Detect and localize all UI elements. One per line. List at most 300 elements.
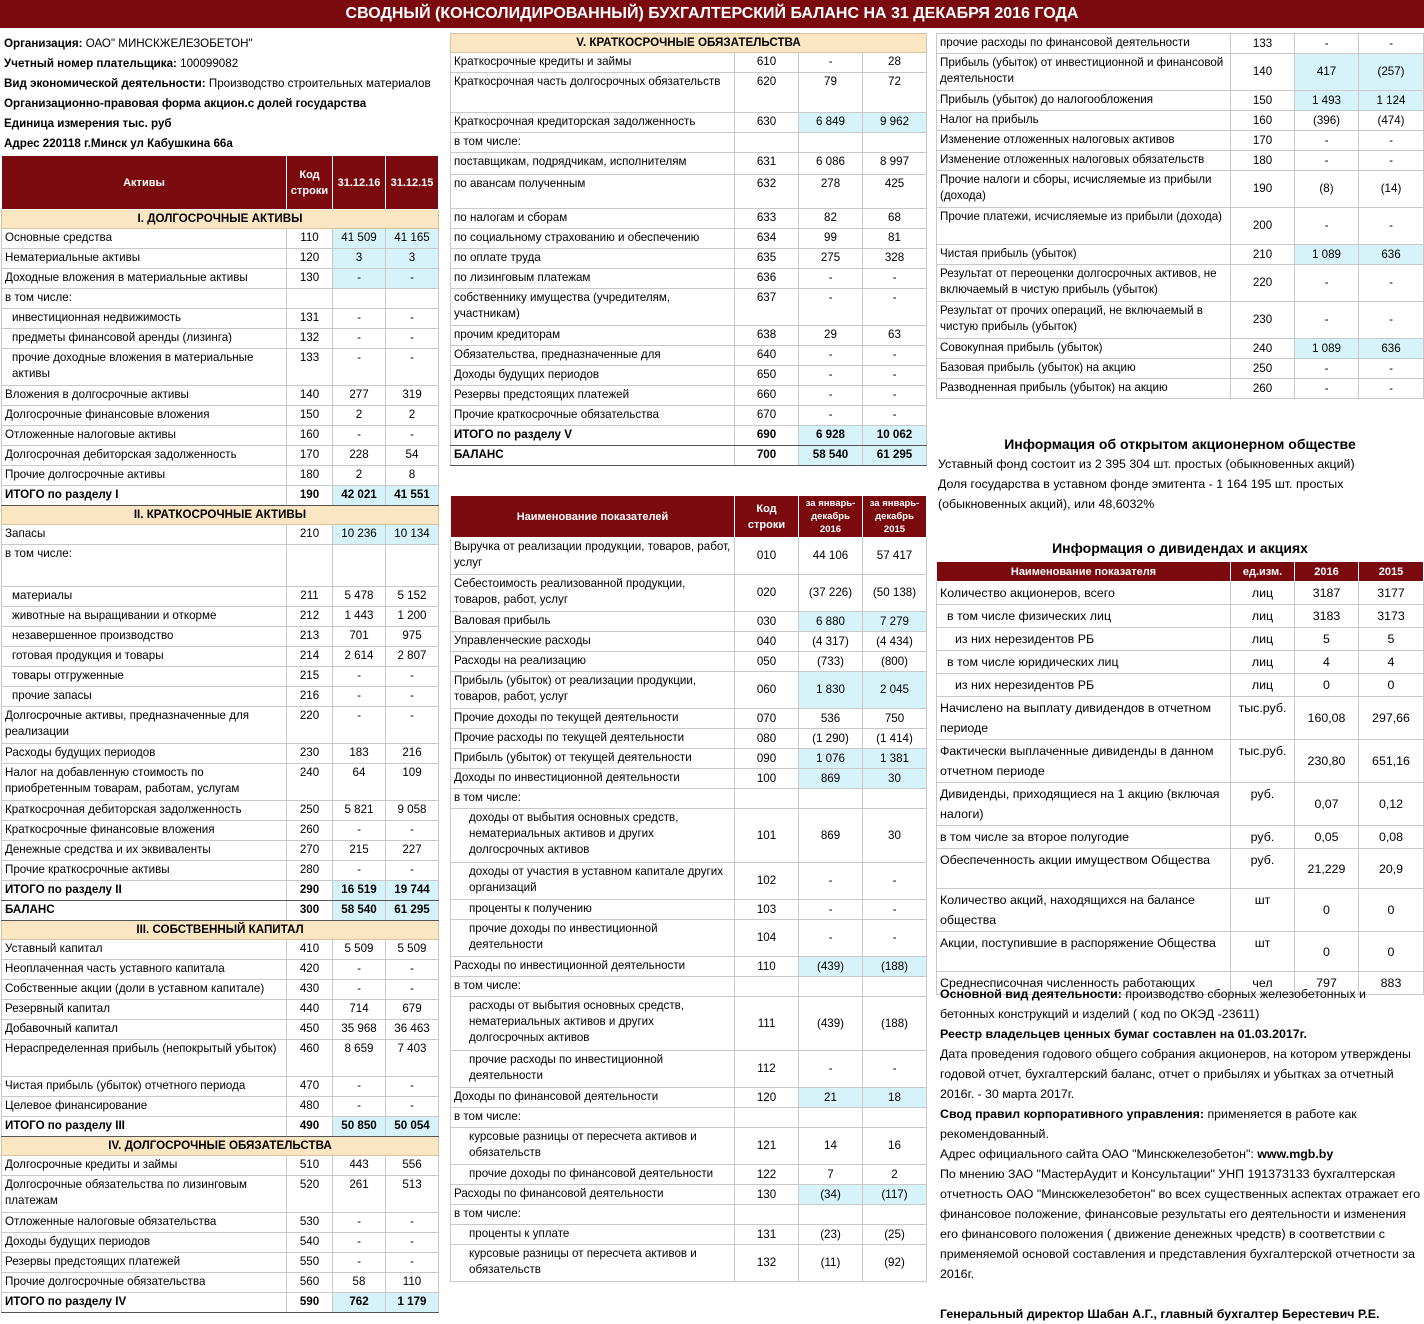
value-current: - bbox=[799, 920, 863, 957]
value-previous: 5 509 bbox=[386, 940, 439, 960]
table-row bbox=[451, 997, 927, 1051]
value-previous: (14) bbox=[1359, 171, 1424, 208]
table-row bbox=[451, 249, 927, 269]
table-row bbox=[2, 940, 439, 960]
row-label: Базовая прибыль (убыток) на акцию bbox=[937, 359, 1231, 379]
row-unit: шт bbox=[1231, 889, 1295, 932]
table-row bbox=[937, 651, 1424, 674]
table-row bbox=[2, 587, 439, 607]
org-name-value: ОАО" МИНСКЖЕЛЕЗОБЕТОН" bbox=[85, 37, 253, 50]
value-current: - bbox=[333, 1097, 386, 1117]
table-row bbox=[451, 957, 927, 977]
value-previous: 1 124 bbox=[1359, 91, 1424, 111]
value-previous: 10 062 bbox=[863, 426, 927, 446]
value-current: - bbox=[333, 329, 386, 349]
pl-header-c1: за январь-декабрь 2016 bbox=[799, 496, 863, 538]
value-current: 443 bbox=[333, 1156, 386, 1176]
value-previous: - bbox=[863, 863, 927, 900]
value-previous bbox=[863, 133, 927, 153]
value-previous: 3 bbox=[386, 249, 439, 269]
value-previous: - bbox=[386, 861, 439, 881]
value-current: 64 bbox=[333, 764, 386, 801]
table-row bbox=[2, 1020, 439, 1040]
table-row bbox=[937, 171, 1424, 208]
site-link[interactable]: www.mgb.by bbox=[1257, 1147, 1334, 1161]
table-row bbox=[2, 466, 439, 486]
value-previous: - bbox=[386, 1097, 439, 1117]
table-row bbox=[2, 486, 439, 506]
value-current: - bbox=[333, 1233, 386, 1253]
table-row bbox=[451, 1051, 927, 1088]
row-code: 133 bbox=[1231, 34, 1295, 54]
value-current bbox=[333, 545, 386, 587]
main-activity-label: Основной вид деятельности: bbox=[940, 987, 1122, 1001]
value-2015: 0 bbox=[1359, 932, 1424, 972]
table-row bbox=[937, 697, 1424, 740]
value-2016: 797 bbox=[1295, 972, 1359, 995]
value-current: - bbox=[799, 269, 863, 289]
value-previous: - bbox=[386, 426, 439, 446]
table-row bbox=[2, 841, 439, 861]
value-current: (37 226) bbox=[799, 575, 863, 612]
row-code: 630 bbox=[735, 113, 799, 133]
row-label: Краткосрочная часть долгосрочных обязательств bbox=[451, 73, 735, 113]
code-label: Свод правил корпоративного управления: bbox=[940, 1107, 1205, 1121]
value-previous: 9 058 bbox=[386, 801, 439, 821]
row-code: 131 bbox=[287, 309, 333, 329]
row-code: 637 bbox=[735, 289, 799, 326]
table-row bbox=[451, 446, 927, 466]
row-code: 420 bbox=[287, 960, 333, 980]
value-2016: 3183 bbox=[1295, 605, 1359, 628]
row-code: 260 bbox=[287, 821, 333, 841]
jsc-title: Информация об открытом акционерном обществе bbox=[1004, 436, 1356, 452]
value-2016: 0,05 bbox=[1295, 826, 1359, 849]
row-unit: тыс.руб. bbox=[1231, 697, 1295, 740]
table-row bbox=[451, 1185, 927, 1205]
table-row bbox=[2, 406, 439, 426]
value-current: 5 478 bbox=[333, 587, 386, 607]
row-label: по социальному страхованию и обеспечению bbox=[451, 229, 735, 249]
value-current: (396) bbox=[1295, 111, 1359, 131]
value-previous: - bbox=[863, 386, 927, 406]
row-label: Резервный капитал bbox=[2, 1000, 287, 1020]
value-current: 58 540 bbox=[799, 446, 863, 466]
value-current: 58 540 bbox=[333, 901, 386, 921]
row-label: Начислено на выплату дивидендов в отчетном периоде bbox=[937, 697, 1231, 740]
value-previous: - bbox=[863, 289, 927, 326]
row-label: Изменение отложенных налоговых активов bbox=[937, 131, 1231, 151]
value-current: - bbox=[799, 53, 863, 73]
row-label: Количество акций, находящихся на балансе общества bbox=[937, 889, 1231, 932]
value-current: 79 bbox=[799, 73, 863, 113]
div-header-name: Наименование показателя bbox=[937, 562, 1231, 582]
row-label: Прочие долгосрочные обязательства bbox=[2, 1273, 287, 1293]
value-current: - bbox=[1295, 379, 1359, 399]
table-row bbox=[451, 769, 927, 789]
value-current: 869 bbox=[799, 769, 863, 789]
table-row bbox=[2, 1117, 439, 1137]
row-label: Управленческие расходы bbox=[451, 632, 735, 652]
row-label: материалы bbox=[2, 587, 287, 607]
row-label: Прочие краткосрочные обязательства bbox=[451, 406, 735, 426]
value-current: 29 bbox=[799, 326, 863, 346]
value-previous: 109 bbox=[386, 764, 439, 801]
table-row bbox=[2, 744, 439, 764]
row-label: по оплате труда bbox=[451, 249, 735, 269]
value-current bbox=[799, 1205, 863, 1225]
row-code: 270 bbox=[287, 841, 333, 861]
row-code: 290 bbox=[287, 881, 333, 901]
row-code: 230 bbox=[287, 744, 333, 764]
value-current: - bbox=[799, 900, 863, 920]
table-row bbox=[451, 289, 927, 326]
row-code: 090 bbox=[735, 749, 799, 769]
value-previous: (50 138) bbox=[863, 575, 927, 612]
row-code: 010 bbox=[735, 538, 799, 575]
code-text: применяется в работе как рекомендованный. bbox=[940, 1107, 1357, 1141]
value-current: 183 bbox=[333, 744, 386, 764]
pl-header-code: Код строки bbox=[735, 496, 799, 538]
row-code: 590 bbox=[287, 1293, 333, 1313]
assets-table-wrap bbox=[1, 155, 438, 1313]
value-current: (34) bbox=[799, 1185, 863, 1205]
table-row bbox=[2, 960, 439, 980]
row-label: Налог на прибыль bbox=[937, 111, 1231, 131]
row-code: 112 bbox=[735, 1051, 799, 1088]
table-row bbox=[2, 1293, 439, 1313]
value-current: - bbox=[333, 1077, 386, 1097]
section-title: I. ДОЛГОСРОЧНЫЕ АКТИВЫ bbox=[2, 210, 439, 229]
row-code: 104 bbox=[735, 920, 799, 957]
value-current: (733) bbox=[799, 652, 863, 672]
liabilities-table bbox=[450, 33, 927, 466]
value-current: - bbox=[333, 426, 386, 446]
row-code: 240 bbox=[287, 764, 333, 801]
row-label: прочие запасы bbox=[2, 687, 287, 707]
row-code: 180 bbox=[287, 466, 333, 486]
row-label: Дивиденды, приходящиеся на 1 акцию (включая налоги) bbox=[937, 783, 1231, 826]
jsc-line-1: Уставный фонд состоит из 2 395 304 шт. простых (обыкновенных акций) bbox=[938, 457, 1355, 471]
row-code bbox=[287, 289, 333, 309]
row-label: Обязательства, предназначенные для bbox=[451, 346, 735, 366]
org-info bbox=[4, 34, 436, 154]
notes-block bbox=[940, 984, 1422, 1324]
row-label: ИТОГО по разделу II bbox=[2, 881, 287, 901]
row-code: 213 bbox=[287, 627, 333, 647]
value-previous: (188) bbox=[863, 997, 927, 1051]
table-row bbox=[451, 1245, 927, 1282]
section-title: V. КРАТКОСРОЧНЫЕ ОБЯЗАТЕЛЬСТВА bbox=[451, 34, 927, 53]
main-activity-text: производство сборных железобетонных и бетонных конструкций и изделий ( код по ОКЭД -23611) bbox=[940, 987, 1366, 1021]
table-row bbox=[451, 346, 927, 366]
row-code: 110 bbox=[735, 957, 799, 977]
value-2016: 230,80 bbox=[1295, 740, 1359, 783]
row-code: 560 bbox=[287, 1273, 333, 1293]
row-label: курсовые разницы от пересчета активов и обязательств bbox=[451, 1128, 735, 1165]
row-code: 211 bbox=[287, 587, 333, 607]
row-label: Результат от переоценки долгосрочных активов, не включаемый в чистую прибыль (убыток) bbox=[937, 265, 1231, 302]
value-2016: 0 bbox=[1295, 932, 1359, 972]
table-row bbox=[2, 446, 439, 466]
row-label: расходы от выбытия основных средств, нематериальных активов и других долгосрочных активов bbox=[451, 997, 735, 1051]
table-row bbox=[937, 628, 1424, 651]
value-current: 35 968 bbox=[333, 1020, 386, 1040]
row-label: Денежные средства и их эквиваленты bbox=[2, 841, 287, 861]
table-row bbox=[937, 783, 1424, 826]
row-code: 480 bbox=[287, 1097, 333, 1117]
table-row bbox=[937, 826, 1424, 849]
row-label: курсовые разницы от пересчета активов и обязательств bbox=[451, 1245, 735, 1282]
row-unit: шт bbox=[1231, 932, 1295, 972]
value-previous: 10 134 bbox=[386, 525, 439, 545]
value-previous: 7 279 bbox=[863, 612, 927, 632]
row-code: 510 bbox=[287, 1156, 333, 1176]
row-label: прочие расходы по инвестиционной деятельности bbox=[451, 1051, 735, 1088]
table-row bbox=[937, 740, 1424, 783]
row-code bbox=[735, 1108, 799, 1128]
table-row bbox=[451, 1225, 927, 1245]
value-previous: 1 200 bbox=[386, 607, 439, 627]
row-label: Отложенные налоговые обязательства bbox=[2, 1213, 287, 1233]
table-row bbox=[451, 749, 927, 769]
value-2015: 0 bbox=[1359, 674, 1424, 697]
value-previous: 425 bbox=[863, 175, 927, 209]
value-previous: (25) bbox=[863, 1225, 927, 1245]
table-row bbox=[937, 379, 1424, 399]
table-row bbox=[937, 208, 1424, 245]
value-current: - bbox=[333, 309, 386, 329]
assets-header-name: Активы bbox=[2, 156, 287, 210]
value-previous: (117) bbox=[863, 1185, 927, 1205]
value-previous: 28 bbox=[863, 53, 927, 73]
row-label: в том числе физических лиц bbox=[937, 605, 1231, 628]
row-label: Резервы предстоящих платежей bbox=[2, 1253, 287, 1273]
row-code: 631 bbox=[735, 153, 799, 175]
meeting-note: Дата проведения годового общего собрания акционеров, на котором утверждены годовой отчет, бухгалтерский баланс, отчет о прибылях и убытках за отчетный 2016г. - 30 марта 2017г. bbox=[940, 1047, 1411, 1101]
table-row bbox=[451, 729, 927, 749]
value-previous: 63 bbox=[863, 326, 927, 346]
value-current: - bbox=[333, 1253, 386, 1273]
row-label: доходы от участия в уставном капитале других организаций bbox=[451, 863, 735, 900]
table-row bbox=[451, 1165, 927, 1185]
table-row bbox=[937, 131, 1424, 151]
row-code: 240 bbox=[1231, 339, 1295, 359]
table-row bbox=[451, 1128, 927, 1165]
value-previous: - bbox=[386, 269, 439, 289]
row-label: инвестиционная недвижимость bbox=[2, 309, 287, 329]
row-label: Прибыль (убыток) от текущей деятельности bbox=[451, 749, 735, 769]
div-header-2015: 2015 bbox=[1359, 562, 1424, 582]
value-current: (11) bbox=[799, 1245, 863, 1282]
row-code bbox=[735, 789, 799, 809]
row-code: 102 bbox=[735, 863, 799, 900]
row-label: Изменение отложенных налоговых обязательств bbox=[937, 151, 1231, 171]
row-code: 100 bbox=[735, 769, 799, 789]
value-current: - bbox=[333, 1213, 386, 1233]
section-header bbox=[451, 34, 927, 53]
value-2016: 3187 bbox=[1295, 582, 1359, 605]
row-label: ИТОГО по разделу V bbox=[451, 426, 735, 446]
value-current: - bbox=[799, 366, 863, 386]
row-label: Прочие доходы по текущей деятельности bbox=[451, 709, 735, 729]
row-label: БАЛАНС bbox=[2, 901, 287, 921]
value-previous bbox=[863, 977, 927, 997]
row-code: 132 bbox=[735, 1245, 799, 1282]
table-row bbox=[451, 133, 927, 153]
value-previous: - bbox=[1359, 131, 1424, 151]
row-code: 633 bbox=[735, 209, 799, 229]
row-label: Вложения в долгосрочные активы bbox=[2, 386, 287, 406]
row-label: Валовая прибыль bbox=[451, 612, 735, 632]
value-current: - bbox=[1295, 151, 1359, 171]
jsc-line-2: Доля государства в уставном фонде эмитента - 1 164 195 шт. простых bbox=[938, 477, 1344, 491]
pl-header-name: Наименование показателей bbox=[451, 496, 735, 538]
row-label: Доходы по инвестиционной деятельности bbox=[451, 769, 735, 789]
row-label: Прочие налоги и сборы, исчисляемые из прибыли (дохода) bbox=[937, 171, 1231, 208]
value-current: 58 bbox=[333, 1273, 386, 1293]
value-previous: - bbox=[386, 707, 439, 744]
value-previous: 61 295 bbox=[863, 446, 927, 466]
row-code: 670 bbox=[735, 406, 799, 426]
table-row bbox=[2, 667, 439, 687]
row-code: 530 bbox=[287, 1213, 333, 1233]
table-row bbox=[937, 359, 1424, 379]
row-label: Долгосрочная дебиторская задолженность bbox=[2, 446, 287, 466]
value-previous: 7 403 bbox=[386, 1040, 439, 1077]
row-label: Фактически выплаченные дивиденды в данном отчетном периоде bbox=[937, 740, 1231, 783]
value-current: 275 bbox=[799, 249, 863, 269]
table-row bbox=[2, 249, 439, 269]
table-row bbox=[451, 538, 927, 575]
row-unit: тыс.руб. bbox=[1231, 740, 1295, 783]
pl-header-c2: за январь-декабрь 2015 bbox=[863, 496, 927, 538]
value-current: - bbox=[1295, 34, 1359, 54]
row-code: 160 bbox=[1231, 111, 1295, 131]
row-label: Краткосрочные кредиты и займы bbox=[451, 53, 735, 73]
row-label: Доходы будущих периодов bbox=[2, 1233, 287, 1253]
row-label: Совокупная прибыль (убыток) bbox=[937, 339, 1231, 359]
value-current: 417 bbox=[1295, 54, 1359, 91]
value-previous: - bbox=[863, 1051, 927, 1088]
row-code: 450 bbox=[287, 1020, 333, 1040]
row-code: 180 bbox=[1231, 151, 1295, 171]
row-code: 122 bbox=[735, 1165, 799, 1185]
row-label: в том числе: bbox=[451, 977, 735, 997]
row-label: Запасы bbox=[2, 525, 287, 545]
row-label: из них нерезидентов РБ bbox=[937, 674, 1231, 697]
value-current bbox=[799, 977, 863, 997]
value-current: (8) bbox=[1295, 171, 1359, 208]
table-row bbox=[451, 863, 927, 900]
row-code: 101 bbox=[735, 809, 799, 863]
value-previous bbox=[863, 789, 927, 809]
row-code: 210 bbox=[287, 525, 333, 545]
row-code: 133 bbox=[287, 349, 333, 386]
row-code: 460 bbox=[287, 1040, 333, 1077]
row-code: 220 bbox=[287, 707, 333, 744]
table-row bbox=[2, 687, 439, 707]
row-label: по авансам полученным bbox=[451, 175, 735, 209]
value-previous: - bbox=[386, 1233, 439, 1253]
value-2016: 21,229 bbox=[1295, 849, 1359, 889]
value-current: 5 509 bbox=[333, 940, 386, 960]
row-code: 632 bbox=[735, 175, 799, 209]
table-row bbox=[937, 932, 1424, 972]
row-label: прочие доходы по финансовой деятельности bbox=[451, 1165, 735, 1185]
value-previous: - bbox=[1359, 379, 1424, 399]
table-row bbox=[451, 406, 927, 426]
table-row bbox=[451, 426, 927, 446]
row-label: Среднесписочная численность работающих bbox=[937, 972, 1231, 995]
table-row bbox=[2, 901, 439, 921]
assets-header-code: Код строки bbox=[287, 156, 333, 210]
value-2015: 0,12 bbox=[1359, 783, 1424, 826]
value-current: - bbox=[799, 346, 863, 366]
row-code: 080 bbox=[735, 729, 799, 749]
value-previous: 328 bbox=[863, 249, 927, 269]
value-2015: 3177 bbox=[1359, 582, 1424, 605]
value-previous: 30 bbox=[863, 809, 927, 863]
value-current: - bbox=[333, 269, 386, 289]
table-row bbox=[451, 612, 927, 632]
value-current: - bbox=[799, 863, 863, 900]
table-row bbox=[451, 209, 927, 229]
row-code: 640 bbox=[735, 346, 799, 366]
value-previous: 227 bbox=[386, 841, 439, 861]
row-code: 470 bbox=[287, 1077, 333, 1097]
value-previous: - bbox=[863, 366, 927, 386]
value-current: 278 bbox=[799, 175, 863, 209]
table-row bbox=[2, 269, 439, 289]
row-code: 070 bbox=[735, 709, 799, 729]
value-current: 2 bbox=[333, 466, 386, 486]
value-current: (4 317) bbox=[799, 632, 863, 652]
table-row bbox=[937, 245, 1424, 265]
value-current: 1 076 bbox=[799, 749, 863, 769]
value-previous: 19 744 bbox=[386, 881, 439, 901]
value-current: - bbox=[333, 960, 386, 980]
value-current: 14 bbox=[799, 1128, 863, 1165]
value-current: - bbox=[1295, 265, 1359, 302]
row-label: собственнику имущества (учредителям, участникам) bbox=[451, 289, 735, 326]
value-previous: - bbox=[1359, 302, 1424, 339]
row-code: 638 bbox=[735, 326, 799, 346]
table-row bbox=[2, 1176, 439, 1213]
value-current: 1 089 bbox=[1295, 245, 1359, 265]
row-label: прочие доходные вложения в материальные активы bbox=[2, 349, 287, 386]
dividends-title-wrap bbox=[938, 538, 1422, 558]
value-current: 701 bbox=[333, 627, 386, 647]
value-previous: - bbox=[386, 980, 439, 1000]
table-row bbox=[937, 674, 1424, 697]
value-current: 1 443 bbox=[333, 607, 386, 627]
row-label: в том числе: bbox=[2, 545, 287, 587]
value-current: - bbox=[333, 687, 386, 707]
value-previous: (257) bbox=[1359, 54, 1424, 91]
row-label: в том числе: bbox=[451, 789, 735, 809]
row-code: 131 bbox=[735, 1225, 799, 1245]
row-label: предметы финансовой аренды (лизинга) bbox=[2, 329, 287, 349]
audit-note: По мнению ЗАО "МастерАудит и Консультации" УНП 191373133 бухгалтерская отчетность ОАО "Минскжелезобетон" во всех существенных аспектах отражает его финансовое положение, финансовые результаты его деятельности и изменения его финансового положения ( движение денежных чредств) в соответствии с применяемой основой составления и представления бухгалтерской отчетности за 2016г. bbox=[940, 1167, 1421, 1281]
row-code: 230 bbox=[1231, 302, 1295, 339]
table-row bbox=[2, 980, 439, 1000]
value-2015: 883 bbox=[1359, 972, 1424, 995]
value-current: (439) bbox=[799, 957, 863, 977]
value-previous: 50 054 bbox=[386, 1117, 439, 1137]
signature-line: Генеральный директор Шабан А.Г., главный бухгалтер Берестевич Р.Е. bbox=[940, 1307, 1380, 1321]
value-current: - bbox=[333, 667, 386, 687]
